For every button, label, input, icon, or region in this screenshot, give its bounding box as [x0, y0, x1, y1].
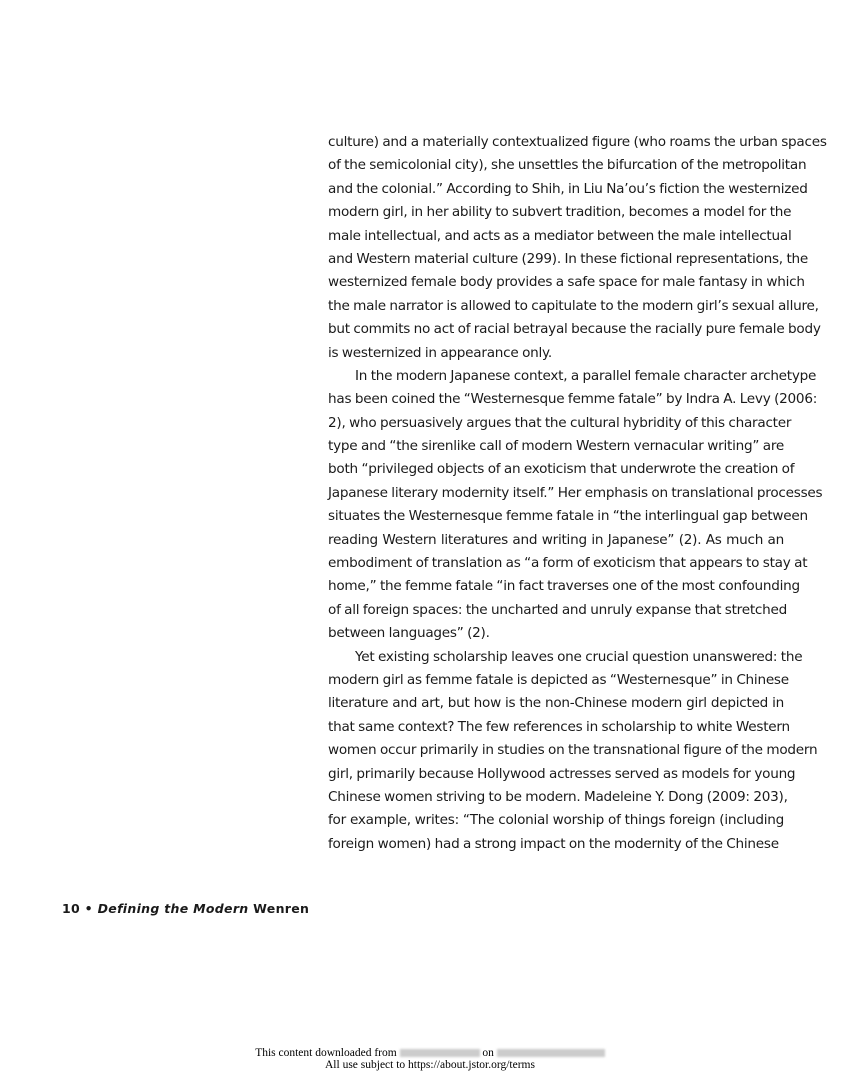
text-line: Yet existing scholarship leaves one crucial question unanswered: the: [355, 648, 803, 665]
paragraph: [328, 131, 827, 365]
paragraph: [328, 646, 818, 857]
body-text: [328, 131, 827, 856]
text-line: culture) and a materially contextualized figure (who roams the urban spaces: [328, 134, 827, 150]
text-line: reading Western literatures and writing in Japanese” (2). As much an: [328, 531, 784, 548]
text-line: modern girl, in her ability to subvert tradition, becomes a model for the: [328, 204, 792, 221]
bullet: •: [84, 901, 93, 916]
text-line: situates the Westernesque femme fatale in “the interlingual gap between: [328, 508, 808, 525]
text-line: of all foreign spaces: the uncharted and unruly expanse that stretched: [328, 601, 787, 618]
text-line: Japanese literary modernity itself.” Her emphasis on translational processes: [328, 484, 823, 501]
text-line: home,” the femme fatale “in fact traverses one of the most confounding: [328, 578, 800, 595]
text-line: both “privileged objects of an exoticism that underwrote the creation of: [328, 461, 795, 478]
text-line: foreign women) had a strong impact on the modernity of the Chinese: [328, 835, 779, 852]
text-line: type and “the sirenlike call of modern Western vernacular writing” are: [328, 438, 784, 455]
text-line: is westernized in appearance only.: [328, 344, 552, 361]
text-line: Chinese women striving to be modern. Madeleine Y. Dong (2009: 203),: [328, 788, 788, 805]
redacted-date: [497, 1049, 605, 1057]
jstor-notice: [0, 1047, 860, 1071]
text-line: literature and art, but how is the non-Chinese modern girl depicted in: [328, 695, 784, 712]
download-on: on: [482, 1047, 494, 1059]
book-title-rest: Wenren: [253, 901, 310, 916]
paragraph: [328, 365, 823, 646]
text-line: modern girl as femme fatale is depicted as “Westernesque” in Chinese: [328, 671, 789, 688]
text-line: of the semicolonial city), she unsettles the bifurcation of the metropolitan: [328, 157, 807, 174]
text-line: and Western material culture (299). In these fictional representations, the: [328, 250, 809, 267]
text-line: between languages” (2).: [328, 625, 490, 642]
text-line: women occur primarily in studies on the transnational figure of the modern: [328, 742, 818, 759]
text-line: the male narrator is allowed to capitulate to the modern girl’s sexual allure,: [328, 297, 819, 314]
text-line: 2), who persuasively argues that the cultural hybridity of this character: [328, 414, 792, 431]
text-line: male intellectual, and acts as a mediator between the male intellectual: [328, 227, 792, 244]
terms-notice: All use subject to https://about.jstor.org/terms: [325, 1059, 535, 1071]
text-line: that same context? The few references in scholarship to white Western: [328, 718, 790, 735]
text-line: but commits no act of racial betrayal because the racially pure female body: [328, 321, 821, 338]
text-line: and the colonial.” According to Shih, in Liu Na’ou’s fiction the westernized: [328, 180, 808, 197]
book-title-italic: Defining the Modern: [97, 901, 249, 916]
page-number: 10: [62, 901, 80, 916]
text-line: has been coined the “Westernesque femme fatale” by Indra A. Levy (2006:: [328, 391, 818, 408]
text-line: In the modern Japanese context, a parallel female character archetype: [355, 367, 817, 384]
running-footer: [62, 901, 309, 916]
download-notice: This content downloaded from: [255, 1047, 397, 1059]
redacted-ip: [400, 1049, 480, 1057]
text-line: embodiment of translation as “a form of exoticism that appears to stay at: [328, 555, 808, 572]
text-line: for example, writes: “The colonial worship of things foreign (including: [328, 812, 784, 829]
text-line: girl, primarily because Hollywood actresses served as models for young: [328, 765, 796, 782]
text-line: westernized female body provides a safe space for male fantasy in which: [328, 274, 805, 291]
